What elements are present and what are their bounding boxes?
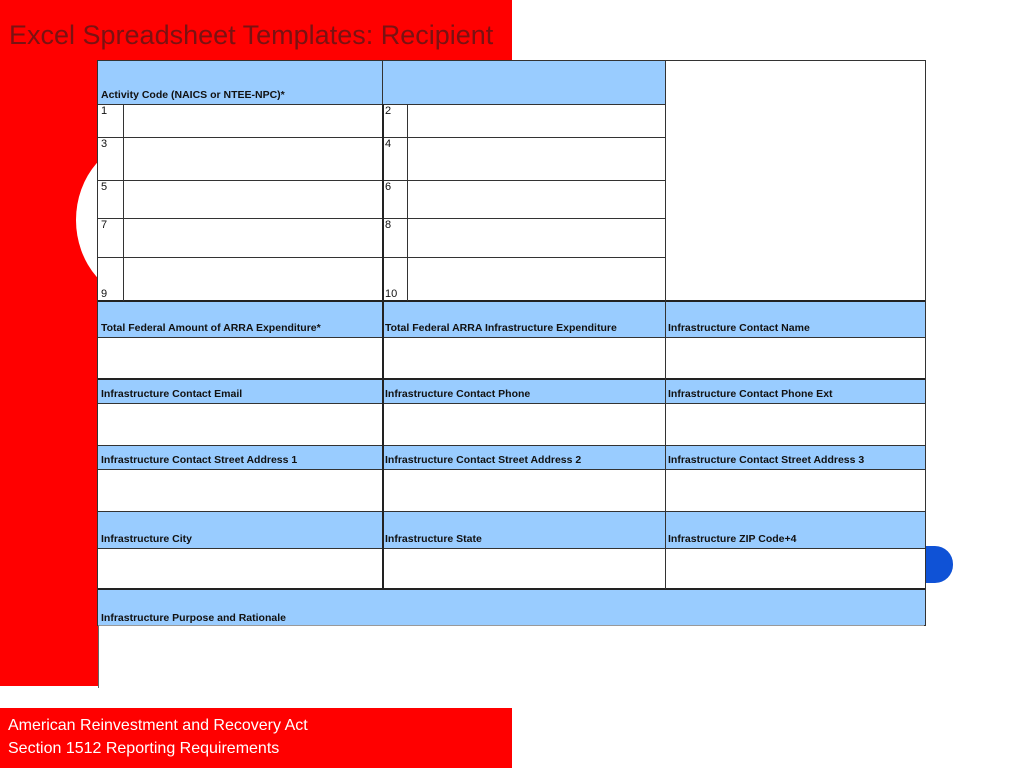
grid-line (98, 300, 926, 302)
activity-code-input-9[interactable] (123, 257, 382, 301)
activity-code-number-5: 5 (98, 180, 123, 218)
street-address-3-input[interactable] (665, 469, 926, 511)
state-label: Infrastructure State (382, 511, 665, 548)
total-infrastructure-expenditure-label: Total Federal ARRA Infrastructure Expenditure (382, 301, 665, 337)
state-input[interactable] (382, 548, 665, 589)
activity-code-number-7: 7 (98, 218, 123, 257)
contact-name-label: Infrastructure Contact Name (665, 301, 926, 337)
street-address-2-label: Infrastructure Contact Street Address 2 (382, 445, 665, 469)
activity-code-input-5[interactable] (123, 180, 382, 218)
activity-code-input-3[interactable] (123, 137, 382, 180)
grid-line (98, 588, 926, 590)
contact-email-input[interactable] (98, 403, 382, 445)
zip-label: Infrastructure ZIP Code+4 (665, 511, 926, 548)
city-label: Infrastructure City (98, 511, 382, 548)
activity-code-number-1: 1 (98, 104, 123, 137)
grid-line (98, 469, 926, 470)
contact-name-input[interactable] (665, 337, 926, 379)
activity-code-number-10: 10 (382, 257, 407, 301)
footer-band (0, 708, 512, 768)
activity-code-number-8: 8 (382, 218, 407, 257)
grid-line (98, 511, 926, 512)
contact-phone-label: Infrastructure Contact Phone (382, 379, 665, 403)
activity-code-number-3: 3 (98, 137, 123, 180)
total-federal-amount-label: Total Federal Amount of ARRA Expenditure* (98, 301, 382, 337)
street-address-1-input[interactable] (98, 469, 382, 511)
spreadsheet-template (97, 60, 926, 626)
activity-code-header: Activity Code (NAICS or NTEE-NPC)* (98, 61, 665, 104)
activity-code-input-6[interactable] (407, 180, 665, 218)
footer-line-2: Section 1512 Reporting Requirements (8, 740, 280, 757)
street-address-1-label: Infrastructure Contact Street Address 1 (98, 445, 382, 469)
grid-line (123, 104, 124, 301)
street-address-2-input[interactable] (382, 469, 665, 511)
activity-code-input-8[interactable] (407, 218, 665, 257)
purpose-rationale-input[interactable] (98, 625, 924, 688)
contact-email-label: Infrastructure Contact Email (98, 379, 382, 403)
activity-code-input-2[interactable] (407, 104, 665, 137)
grid-line (98, 337, 926, 338)
grid-line (98, 378, 926, 380)
activity-code-number-4: 4 (382, 137, 407, 180)
grid-line (665, 61, 666, 589)
activity-code-number-6: 6 (382, 180, 407, 218)
city-input[interactable] (98, 548, 382, 589)
activity-code-input-1[interactable] (123, 104, 382, 137)
grid-line (382, 104, 384, 589)
grid-line (98, 548, 926, 549)
footer-line-1: American Reinvestment and Recovery Act (8, 717, 308, 734)
contact-phone-input[interactable] (382, 403, 665, 445)
activity-code-input-4[interactable] (407, 137, 665, 180)
street-address-3-label: Infrastructure Contact Street Address 3 (665, 445, 926, 469)
grid-line (407, 104, 408, 301)
activity-code-input-10[interactable] (407, 257, 665, 301)
contact-phone-ext-label: Infrastructure Contact Phone Ext (665, 379, 926, 403)
activity-code-number-9: 9 (98, 257, 123, 301)
activity-code-number-2: 2 (382, 104, 407, 137)
contact-phone-ext-input[interactable] (665, 403, 926, 445)
grid-line (98, 403, 926, 404)
slide-title: Excel Spreadsheet Templates: Recipient (9, 20, 494, 50)
activity-code-notes-area[interactable] (665, 61, 926, 301)
grid-line (98, 445, 926, 446)
zip-input[interactable] (665, 548, 926, 589)
purpose-rationale-label: Infrastructure Purpose and Rationale (98, 589, 926, 626)
total-federal-amount-input[interactable] (98, 337, 382, 379)
total-infrastructure-expenditure-input[interactable] (382, 337, 665, 379)
activity-code-input-7[interactable] (123, 218, 382, 257)
grid-line (382, 61, 383, 104)
